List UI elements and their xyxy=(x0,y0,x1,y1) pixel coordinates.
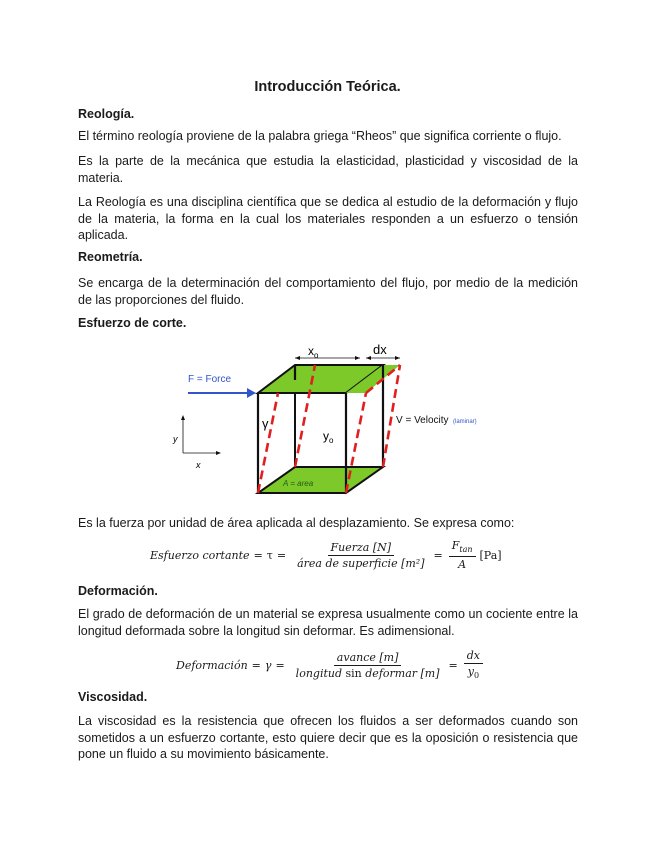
velocity-label: V = Velocity xyxy=(396,415,449,426)
eq-strain-fraction-1 xyxy=(293,651,443,680)
eq-strain-equals-2: = xyxy=(275,658,285,672)
eq-shear-equals-1: = xyxy=(253,548,263,562)
eq-strain-equals-3: = xyxy=(448,658,458,672)
eq-strain-fraction-2 xyxy=(464,649,483,680)
x0-label: $x_o$ xyxy=(308,344,319,360)
heading-reologia: Reología. xyxy=(78,107,135,121)
heading-reometria: Reometría. xyxy=(78,250,143,264)
y0-label: $y_o$ xyxy=(323,429,334,445)
eq-shear-fraction-1 xyxy=(294,541,427,570)
gamma-label: γ xyxy=(262,416,269,431)
eq-shear-equals-2: = xyxy=(276,548,287,562)
x0-arrow-right xyxy=(355,356,360,360)
eq-shear-equals-3: = xyxy=(433,548,443,562)
paragraph-viscosidad-1: La viscosidad es la resistencia que ofrecen los fluidos a ser deformados cuando son sometidos a un esfuerzo cortante, esto quiere decir que es la oposición o resistencia que pone un fluido a su movimiento básicamente. xyxy=(78,714,578,761)
shear-stress-equation xyxy=(150,537,502,573)
eq-shear-tau: τ xyxy=(266,548,273,562)
paragraph-reologia-3: La Reología es una disciplina científica que se dedica al estudio de la deformación y flujo de la materia, la forma en la cual los materiales responden a un esfuerzo o tensión aplicada. xyxy=(78,195,578,242)
dx-label: dx xyxy=(373,342,387,357)
shear-diagram xyxy=(168,340,488,500)
paragraph-reologia-1: El término reología proviene de la palabra griega “Rheos” que significa corriente o flujo. xyxy=(78,129,562,143)
axis-y-label: y xyxy=(173,434,178,444)
axis-x-label: x xyxy=(196,460,201,470)
velocity-note: (laminar) xyxy=(453,419,477,425)
eq-strain-denominator-2: $y_0$ xyxy=(467,665,480,681)
paragraph-reologia-2: Es la parte de la mecánica que estudia la elasticidad, plasticidad y viscosidad de la materia. xyxy=(78,154,578,185)
strain-equation xyxy=(176,646,487,684)
dx-arrow-left xyxy=(366,356,371,360)
eq-shear-lhs: Esfuerzo cortante xyxy=(150,548,250,562)
eq-shear-fraction-2 xyxy=(449,539,476,570)
paragraph-deformacion-1: El grado de deformación de un material se expresa usualmente como un cociente entre la longitud deformada sobre la longitud sin deformar. Es adimensional. xyxy=(78,607,578,638)
axis-y-arrow xyxy=(181,415,185,420)
force-arrow xyxy=(188,388,256,398)
heading-esfuerzo: Esfuerzo de corte. xyxy=(78,316,187,330)
heading-deformacion: Deformación. xyxy=(78,584,158,598)
eq-shear-denominator: área de superficie [m²] xyxy=(297,556,425,570)
axes xyxy=(183,418,218,453)
axis-x-arrow xyxy=(216,451,221,455)
eq-strain-denominator: longitud sin deformar [m] xyxy=(295,666,440,680)
heading-viscosidad: Viscosidad. xyxy=(78,690,148,704)
x0-arrow-left xyxy=(295,356,300,360)
cube-back-edges xyxy=(278,380,383,480)
eq-strain-numerator-2: dx xyxy=(464,649,483,664)
eq-shear-denominator-2: A xyxy=(458,557,467,571)
dx-arrow-right xyxy=(395,356,400,360)
eq-shear-numerator: Fuerza [N] xyxy=(328,541,395,556)
eq-strain-equals-1: = xyxy=(251,658,261,672)
area-label: A = area xyxy=(283,479,314,488)
eq-strain-numerator: avance [m] xyxy=(334,651,402,666)
bottom-plate xyxy=(258,467,383,493)
paragraph-esfuerzo-1: Es la fuerza por unidad de área aplicada al desplazamiento. Se expresa como: xyxy=(78,516,515,530)
eq-strain-gamma: γ xyxy=(264,658,272,672)
page-title: Introducción Teórica. xyxy=(254,79,401,95)
eq-shear-unit: [Pa] xyxy=(479,548,502,562)
paragraph-reometria-1: Se encarga de la determinación del comportamiento del flujo, por medio de la medición de las proporciones del fluido. xyxy=(78,276,578,307)
eq-strain-lhs: Deformación xyxy=(176,658,248,672)
eq-shear-numerator-2: $F_{tan}$ xyxy=(449,539,476,556)
force-label: F = Force xyxy=(188,374,232,385)
